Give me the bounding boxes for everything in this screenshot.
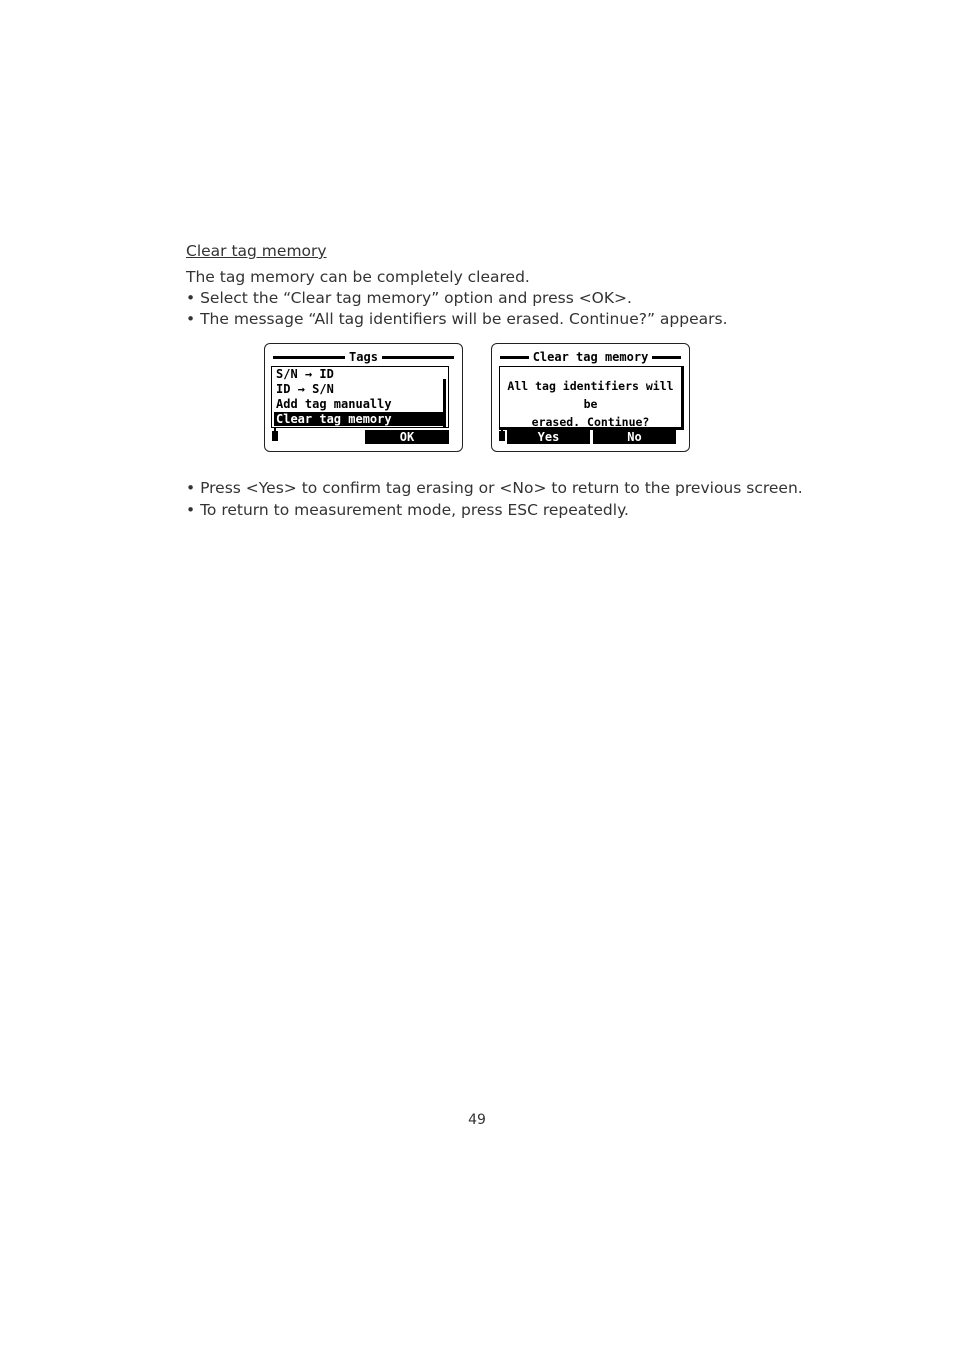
menu-item-add-tag-manually[interactable]: Add tag manually	[276, 397, 392, 411]
confirmation-message	[500, 377, 681, 431]
message-line-1: All tag identifiers will be	[507, 379, 674, 411]
section-heading: Clear tag memory	[186, 242, 327, 260]
menu-item-clear-tag-memory[interactable]: Clear tag memory	[274, 412, 446, 426]
bullet-select-option: • Select the “Clear tag memory” option and press <OK>.	[186, 289, 632, 307]
screen-title-bar	[500, 350, 681, 364]
battery-icon	[499, 431, 505, 441]
yes-softkey[interactable]: Yes	[507, 430, 590, 444]
bullet-press-yes-no: • Press <Yes> to confirm tag erasing or <No> to return to the previous screen.	[186, 479, 803, 497]
clear-tag-memory-screen	[491, 343, 690, 452]
screen-title-bar	[273, 350, 454, 364]
no-softkey[interactable]: No	[593, 430, 676, 444]
tags-menu-screen	[264, 343, 463, 452]
scrollbar[interactable]	[443, 379, 446, 427]
battery-icon	[272, 431, 278, 441]
intro-paragraph: The tag memory can be completely cleared.	[186, 268, 530, 286]
menu-item-id-to-sn[interactable]: ID → S/N	[276, 382, 334, 396]
page-number: 49	[468, 1112, 486, 1128]
screen-title: Clear tag memory	[529, 350, 653, 364]
message-line-2: erased. Continue?	[531, 415, 650, 429]
bullet-return-measurement: • To return to measurement mode, press ESC repeatedly.	[186, 501, 629, 519]
screen-title: Tags	[345, 350, 382, 364]
bullet-message-appears: • The message “All tag identifiers will be erased. Continue?” appears.	[186, 310, 728, 328]
ok-softkey[interactable]: OK	[365, 430, 449, 444]
menu-item-sn-to-id[interactable]: S/N → ID	[276, 367, 334, 381]
confirmation-dialog	[499, 366, 684, 430]
tags-menu-list	[271, 366, 449, 428]
